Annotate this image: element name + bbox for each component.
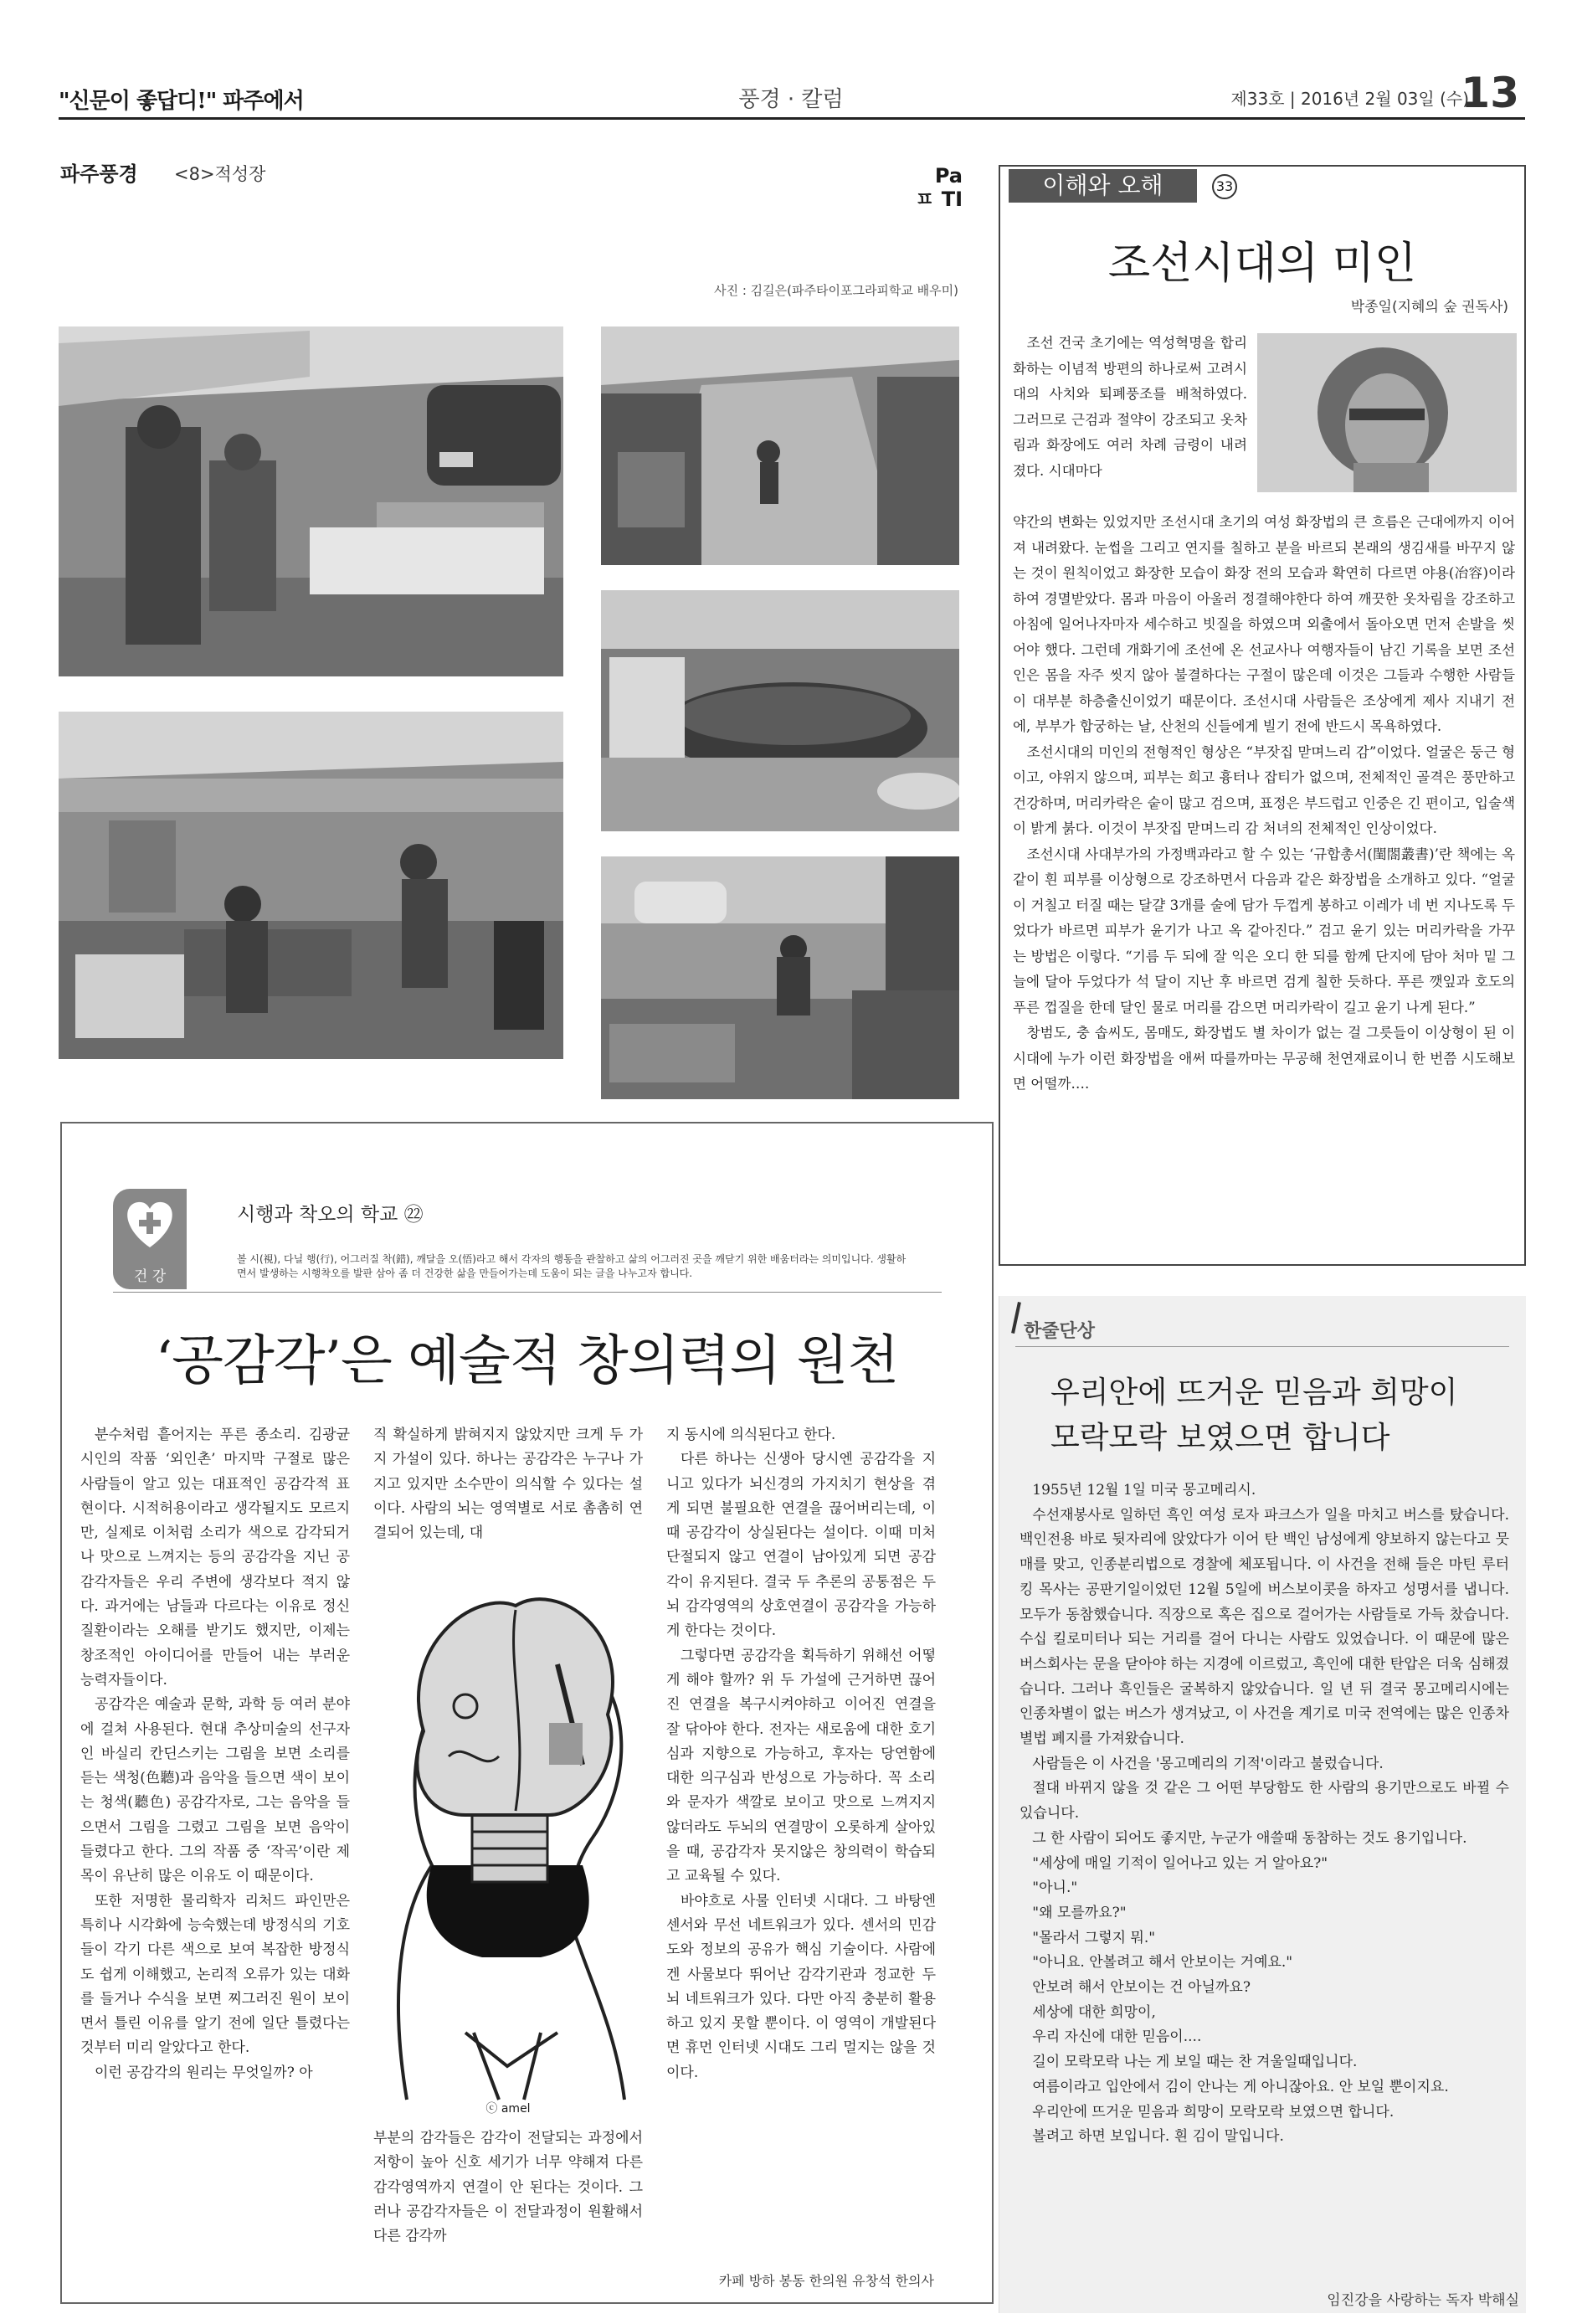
market-photo-alley: [601, 326, 959, 565]
column-body: [1013, 510, 1515, 1098]
market-photo-fish-basin: [601, 590, 959, 831]
column-title: 조선시대의 미인: [1107, 239, 1417, 289]
column-paragraph-1a: 조선 건국 초기에는 역성혁명을 합리화하는 이념적 방편의 하나로써 고려시대의 사치와 퇴폐풍조를 배척하였다. 그러므로 근검과 절약이 강조되고 옷차림과 화장에도 여러 차례 금령이 내려졌다. 시대마다: [1013, 335, 1247, 479]
logo-top: Pa: [934, 164, 963, 188]
health-icon-label: 건 강: [133, 1268, 167, 1285]
column-paragraph-3: 조선시대 사대부가의 가정백과라고 할 수 있는 ‘규합총서(閨閤叢書)’란 책에는 옥같이 흰 피부를 이상형으로 강조하면서 다음과 같은 화장법을 소개하고 있다. “얼굴이 거칠고 터질 때는 달걀 3개를 술에 담가 두껍게 봉하고 이레가 네 번 지나도록 두었다가 바르면 피부가 윤기가 나고 옥 같아진다.” 검고 윤기 있는 머리카락을 가꾸는 방법은 이렇다. “기름 두 되에 잘 익은 오디 한 되를 함께 단지에 담아 처마 밑 그늘에 달아 두었다가 석 달이 지난 후 바르면 검게 칠한 듯하다. 푸른 깻잎과 호도의 푸른 껍질을 한데 달인 물로 머리를 감으면 머리카락이 길고 윤기 나게 된다.”: [1013, 846, 1515, 1015]
photo-essay-subtitle: <8>적성장: [174, 164, 266, 184]
health-column-2-top: 직 확실하게 밝혀지지 않았지만 크게 두 가지 가설이 있다. 하나는 공감각은 누구나 가지고 있지만 소수만이 의식할 수 있다는 설이다. 사람의 뇌는 영역별로 서로 촘촘히 연결되어 있는데, 대: [373, 1427, 643, 1542]
heart-plus-icon: [113, 1189, 187, 1261]
issue-date: 제33호 | 2016년 2월 03일 (수): [1230, 89, 1469, 109]
oneline-rule: [1015, 1346, 1509, 1347]
market-photo-street-vendor: [601, 856, 959, 1099]
oneline-title: 우리안에 뜨거운 믿음과 희망이 모락모락 보였으면 합니다: [1050, 1375, 1458, 1455]
typography-school-logo: [904, 164, 963, 211]
market-photo-tents-car: [59, 326, 563, 676]
header-rule: [59, 117, 1525, 120]
market-photo-vegetable-stalls: [59, 712, 563, 1059]
newspaper-masthead: "신문이 좋답디!" 파주에서: [59, 89, 304, 114]
illustration-credit: ⓒ amel: [485, 2102, 531, 2116]
column-paragraph-1b: 약간의 변화는 있었지만 조선시대 초기의 여성 화장법의 큰 흐름은 근대에까지 이어져 내려왔다. 눈썹을 그리고 연지를 칠하고 분을 바르되 본래의 생김새를 바꾸지 않는 것이 원칙이었고 화장한 모습이 화장 전의 모습과 확연히 다르면 야용(冶容)이라 하여 경멸받았다. 몸과 마음이 아울러 정결해야한다 하여 깨끗한 옷차림을 강조하고 아침에 일어나자마자 세수하고 빗질을 하였으며 외출에서 돌아오면 먼저 손발을 씻어야 했다. 그런데 개화기에 조선에 온 선교사나 여행자들이 남긴 기록을 보면 조선인은 몸을 자주 씻지 않아 불결하다는 구절이 많은데 이것은 그들과 수행한 사람들이 대부분 하층출신이었기 때문이다. 조선시대 사람들은 조상에게 제사 지내기 전에, 부부가 합궁하는 날, 산천의 신들에게 빌기 전에 반드시 목욕하였다.: [1013, 514, 1515, 734]
section-title: 풍경 · 칼럼: [738, 87, 844, 112]
column-paragraph-4: 창범도, 충 솝씨도, 몸매도, 화장법도 별 차이가 없는 걸 그릇들이 이상형이 된 이 시대에 누가 이런 화장법을 애써 따를까마는 무공해 천연재료이니 한 번쯤 시도해보면 어떨까….: [1013, 1025, 1515, 1092]
column-byline: 박종일(지혜의 숲 권독사): [1350, 299, 1508, 316]
health-signature: 카페 방하 봉동 한의원 유창석 한의사: [718, 2273, 934, 2289]
health-column-3: 지 동시에 의식된다고 한다. 다른 하나는 신생아 당시엔 공감각을 지니고 있다가 뇌신경의 가지치기 현상을 겪게 되면 불필요한 연결을 끊어버리는데, 이때 공감각이 상실된다는 설이다. 이때 미처 단절되지 않고 연결이 남아있게 되면 공감각이 유지된다. 결국 두 추론의 공통점은 두뇌 감각영역의 상호연결이 공감각을 가능하게 한다는 것이다. 그렇다면 공감각을 획득하기 위해선 어떻게 해야 할까? 위 두 가설에 근거하면 끊어진 연결을 복구시켜야하고 이어진 연결을 잘 닦아야 한다. 전자는 새로움에 대한 호기심과 지향으로 가능하고, 후자는 당연함에 대한 의구심과 반성으로 가능하다. 꼭 소리와 문자가 색깔로 보이고 맛으로 느껴지지 않더라도 두뇌의 연결망이 오롯하게 살아있을 때, 공감각자 못지않은 창의력이 학습되고 교육될 수 있다. 바야흐로 사물 인터넷 시대다. 그 바탕엔 센서와 무선 네트워크가 있다. 센서의 민감도와 정보의 공유가 핵심 기술이다. 사람에겐 사물보다 뛰어난 감각기관과 정교한 두뇌 네트워크가 있다. 다만 아직 충분히 활용하고 있지 못할 뿐이다. 이 영역이 개발된다면 휴먼 인터넷 시대도 그리 멀지는 않을 것이다.: [666, 1427, 936, 2081]
health-series-title: 시행과 착오의 학교 ㉒: [237, 1204, 424, 1226]
column-series-number: 33: [1212, 174, 1237, 199]
photo-essay-title: 파주풍경: [60, 162, 138, 186]
health-rule: [113, 1292, 942, 1293]
oneline-tag: 한줄단상: [1024, 1321, 1096, 1342]
health-icon-block: [113, 1189, 187, 1289]
author-portrait: [1257, 333, 1517, 492]
column-series-tag: 이해와 오해: [1009, 169, 1197, 203]
logo-bottom: ㅍ TI: [915, 188, 963, 211]
health-column-2-bottom: 부분의 감각들은 감각이 전달되는 과정에서 저항이 높아 신호 세기가 너무 약해져 다른 감각영역까지 연결이 안 된다는 것이다. 그러나 공감각자들은 이 전달과정이 원활해서 다른 감각까: [373, 2130, 643, 2245]
lightbulb-brain-illustration: [373, 1564, 643, 2116]
health-series-description: 볼 시(視), 다닐 행(行), 어그러질 착(錯), 깨달을 오(悟)라고 해서 각자의 행동을 관찰하고 삶의 어그러진 곳을 깨닫기 위한 배움터라는 의미입니다. 생활하면서 발생하는 시행착오를 발판 삼아 좀 더 건강한 삶을 만들어가는데 도움이 되는 글을 나누고자 합니다.: [237, 1253, 907, 1279]
health-column-1: 분수처럼 흩어지는 푸른 종소리. 김광균 시인의 작품 ‘외인촌’ 마지막 구절로 많은 사람들이 알고 있는 대표적인 공감각적 표현이다. 시적허용이라고 생각될지도 모르지만, 실제로 이처럼 소리가 색으로 감각되거나 맛으로 느껴지는 등의 공감각을 지닌 공감각자들은 우리 주변에 생각보다 적지 않다. 과거에는 남들과 다르다는 이유로 정신질환이라는 오해를 받기도 했지만, 이제는 창조적인 아이디어를 만들어 내는 부러운 능력자들이다. 공감각은 예술과 문학, 과학 등 여러 분야에 걸쳐 사용된다. 현대 추상미술의 선구자인 바실리 칸딘스키는 그림을 보면 소리를 듣는 색청(色聽)과 음악을 들으면 색이 보이는 청색(聽色) 공감각자로, 그는 음악을 들으면서 그림을 그렸고 그림을 보면 음악이 들렸다고 한다. 그의 작품 중 ‘작곡’이란 제목이 유난히 많은 이유도 이 때문이다. 또한 저명한 물리학자 리처드 파인만은 특히나 시각화에 능숙했는데 방정식의 기호들이 각기 다른 색으로 보여 복잡한 방정식도 쉽게 이해했고, 논리적 오류가 있는 대화를 들거나 수식을 보면 찌그러진 원이 보이면서 틀린 이유를 알기 전에 일단 틀렸다는 것부터 미리 알았다고 한다. 이런 공감각의 원리는 무엇일까? 아: [80, 1427, 350, 2081]
photo-credit: 사진 : 김길은(파주타이포그라피학교 배우미): [714, 283, 958, 298]
oneline-signature: 임진강을 사랑하는 독자 박해실: [1327, 2292, 1519, 2309]
page-number: 13: [1461, 69, 1519, 117]
health-article-title: ‘공감각’은 예술적 창의력의 원천: [155, 1330, 899, 1392]
column-paragraph-2: 조선시대의 미인의 전형적인 형상은 “부잣집 맏며느리 감”이었다. 얼굴은 둥근 형이고, 야위지 않으며, 피부는 희고 흉터나 잡티가 없으며, 전체적인 골격은 풍만하고 건강하며, 머리카락은 숱이 많고 검으며, 표정은 부드럽고 인중은 긴 편이고, 입술색이 밝게 붉다. 이것이 부잣집 맏며느리 감 처녀의 전체적인 인상이었다.: [1013, 743, 1515, 836]
oneline-body: 1955년 12월 1일 미국 몽고메리시. 수선재봉사로 일하던 흑인 여성 로자 파크스가 일을 마치고 버스를 탔습니다. 백인전용 바로 뒷자리에 앉았다가 이어 탄 백인 남성에게 양보하지 않는다고 뭇매를 맞고, 인종분리법으로 경찰에 체포됩니다. 이 사건을 전해 들은 마틴 루터 킹 목사는 공판기일이었던 12월 5일에 버스보이콧을 하자고 성명서를 냅니다. 모두가 동참했습니다. 직장으로 혹은 집으로 걸어가는 사람들로 가득 찼습니다. 수십 킬로미터나 되는 거리를 걸어 다니는 사람도 있었습니다. 이 때문에 많은 버스회사는 문을 닫아야 하는 지경에 이르렀고, 흑인에 대한 탄압은 더욱 심해졌습니다. 그러나 흑인들은 굴복하지 않았습니다. 일 년 뒤 결국 몽고메리시에는 인종차별이 없는 버스가 생겨났고, 이 사건을 계기로 미국 전역에는 많은 인종차별법 폐지를 가져왔습니다. 사람들은 이 사건을 '몽고메리의 기적'이라고 불렀습니다. 절대 바뀌지 않을 것 같은 그 어떤 부당함도 한 사람의 용기만으로도 바뀔 수 있습니다. 그 한 사람이 되어도 좋지만, 누군가 애쓸때 동참하는 것도 용기입니다. "세상에 매일 기적이 일어나고 있는 거 알아요?" "아니." "왜 모를까요?" "몰라서 그렇지 뭐." "아니요. 안볼려고 해서 안보이는 거예요." 안보려 해서 안보이는 건 아닐까요? 세상에 대한 희망이, 우리 자신에 대한 믿음이.... 길이 모락모락 나는 게 보일 때는 찬 겨울일때입니다. 여름이라고 입안에서 김이 안나는 게 아니잖아요. 안 보일 뿐이지요. 우리안에 뜨거운 믿음과 희망이 모락모락 보였으면 합니다. 볼려고 하면 보입니다. 흰 김이 말입니다.: [1020, 1482, 1509, 2146]
